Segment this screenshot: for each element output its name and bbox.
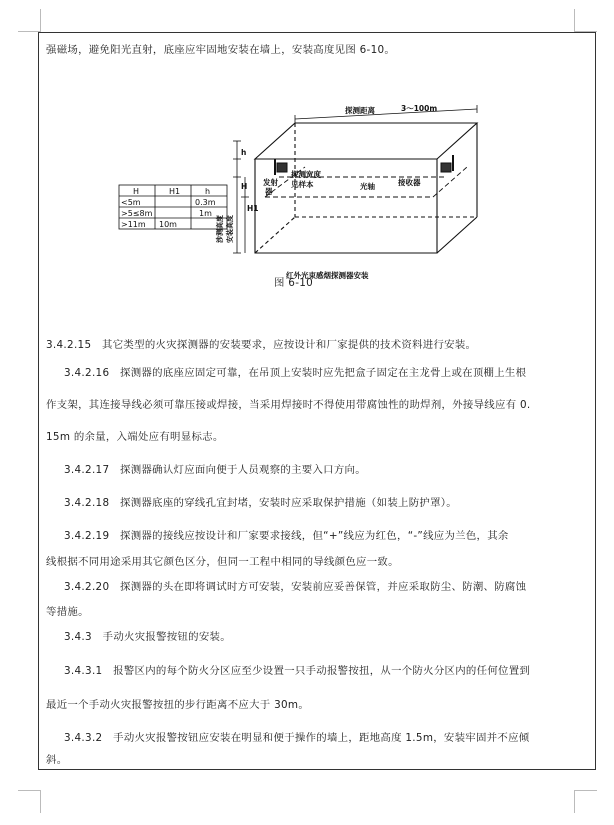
figure-title: 红外光束感烟探测器安装 — [286, 271, 369, 280]
label-distance-value: 3～100m — [401, 104, 438, 113]
receiver-icon — [441, 155, 453, 172]
table-cell: >5≤8m — [121, 209, 153, 218]
label-H1: H1 — [247, 204, 259, 213]
paragraph-3-4-2-16-cont2: 15m 的余量，入端处应有明显标志。 — [46, 431, 224, 443]
paragraph-3-4-3-1: 3.4.3.1 报警区内的每个防火分区应至少设置一只手动报警按扭，从一个防火分区内的任何位置到 — [64, 665, 531, 677]
label-receiver: 接收器 — [398, 178, 421, 187]
paragraph-3-4-2-16: 3.4.2.16 探测器的底座应固定可靠，在吊顶上安装时应先把盒子固定在主龙骨上或在顶棚上生根 — [64, 367, 527, 379]
table-cell: <5m — [121, 198, 141, 207]
paragraph-3-4-2-15: 3.4.2.15 其它类型的火灾探测器的安装要求，应按设计和厂家提供的技术资料进行安装。 — [46, 339, 477, 351]
label-emitter: 发射 — [263, 178, 278, 187]
label-detection-distance: 探测距离 — [345, 106, 375, 115]
figure-caption: 图 6-10 — [274, 277, 314, 289]
emitter-icon — [275, 159, 287, 175]
label-mount-height: 安装高度 — [226, 215, 234, 243]
crop-mark-top-left — [18, 9, 41, 32]
label-beam-axis: 光轴 — [360, 182, 375, 191]
table-header-H: H — [133, 187, 140, 196]
paragraph-3-4-3-2-cont: 斜。 — [46, 754, 68, 766]
table-header-h: h — [205, 187, 211, 196]
table-cell: 10m — [159, 220, 177, 229]
paragraph-3-4-2-18: 3.4.2.18 探测器底座的穿线孔宜封堵，安装时应采取保护措施（如装上防护罩）。 — [64, 497, 457, 509]
paragraph-3-4-2-19: 3.4.2.19 探测器的接线应按设计和厂家要求接线，但“+”线应为红色，“-”线应为兰色，其余 — [64, 530, 509, 542]
label-emitter-2: 器 — [265, 187, 273, 196]
paragraph-3-4-2-20-cont: 等措施。 — [46, 606, 89, 618]
crop-mark-top-right — [574, 9, 597, 32]
table-cell: >11m — [121, 220, 146, 229]
crop-mark-bottom-left — [18, 790, 41, 813]
table-cell: 0.3m — [195, 198, 216, 207]
label-h: h — [241, 148, 247, 157]
label-detection-width: 探测宽度 — [291, 170, 321, 179]
paragraph-3-4-2-17: 3.4.2.17 探测器确认灯应面向便于人员观察的主要入口方向。 — [64, 464, 366, 476]
label-width-see-sample: 见样本 — [291, 180, 314, 189]
paragraph-3-4-2-16-cont: 作支架，其连接导线必须可靠压接或焊接，当采用焊接时不得使用带腐蚀性的助焊剂，外接导线应有 0. — [46, 399, 531, 411]
label-H: H — [241, 182, 248, 191]
paragraph-3-4-3-1-cont: 最近一个手动火灾报警按扭的步行距离不应大于 30m。 — [46, 699, 310, 711]
figure-drawing — [115, 93, 495, 293]
paragraph-top-line: 强磁场，避免阳光直射，底座应牢固地安装在墙上，安装高度见图 6-10。 — [46, 44, 396, 56]
paragraph-3-4-3: 3.4.3 手动火灾报警按钮的安装。 — [64, 631, 231, 643]
paragraph-3-4-2-20: 3.4.2.20 探测器的头在即将调试时方可安装，安装前应妥善保管，并应采取防尘、防潮、防腐蚀 — [64, 581, 527, 593]
paragraph-3-4-3-2: 3.4.3.2 手动火灾报警按钮应安装在明显和便于操作的墙上，距地高度 1.5m，安装牢固并不应倾 — [64, 732, 530, 744]
figure-6-10 — [115, 93, 495, 293]
table-cell: 1m — [199, 209, 212, 218]
table-header-H1: H1 — [169, 187, 181, 196]
paragraph-3-4-2-19-cont: 线根据不同用途采用其它颜色区分，但同一工程中相同的导线颜色应一致。 — [46, 556, 399, 568]
label-detect-height: 涉测高度 — [216, 215, 224, 243]
crop-mark-bottom-right — [574, 790, 597, 813]
